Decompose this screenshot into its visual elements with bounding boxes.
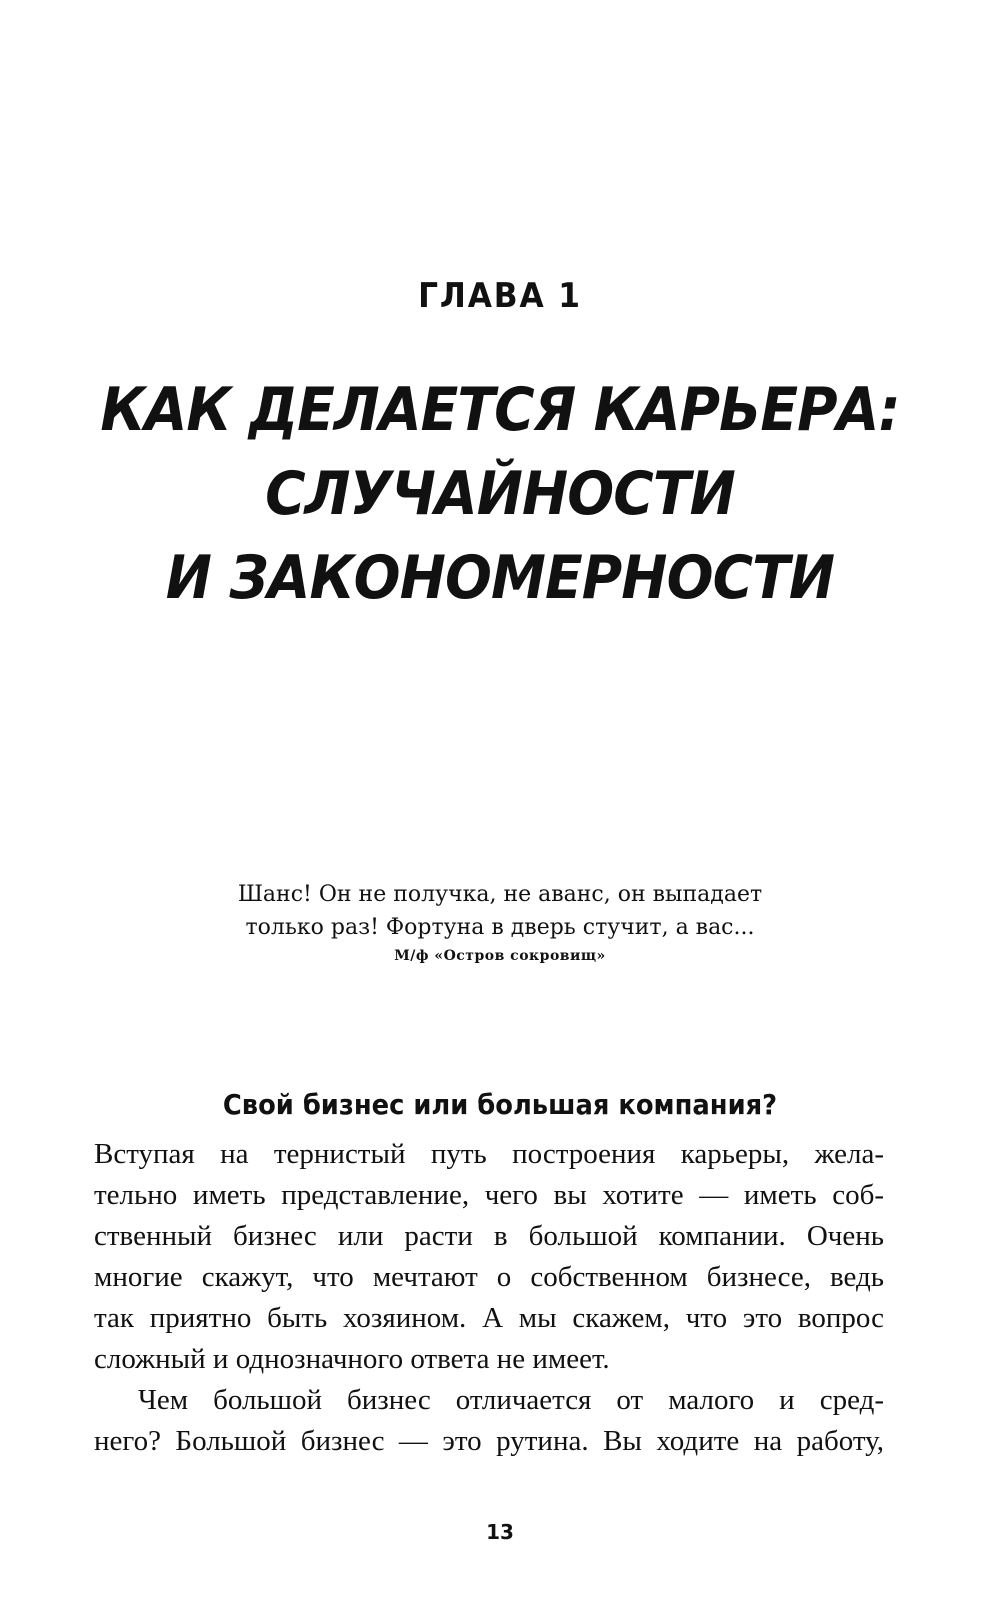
paragraph-line: многие скажут, что мечтают о собственном бизнесе, ведь xyxy=(94,1261,884,1293)
paragraph-line: Чем большой бизнес отличается от малого и сред- xyxy=(138,1384,884,1416)
epigraph xyxy=(0,878,1000,944)
epigraph-line: только раз! Фортуна в дверь стучит, а вас... xyxy=(245,915,755,940)
chapter-title-line: СЛУЧАЙНОСТИ xyxy=(265,459,735,529)
chapter-title xyxy=(40,368,960,620)
paragraph-line: ственный бизнес или расти в большой компании. Очень xyxy=(94,1220,884,1252)
paragraph-line: него? Большой бизнес — это рутина. Вы ходите на работу, xyxy=(94,1425,884,1457)
paragraph-line: Вступая на тернистый путь построения карьеры, жела- xyxy=(94,1138,884,1170)
body-text xyxy=(94,1134,884,1462)
section-heading: Свой бизнес или большая компания? xyxy=(222,1088,778,1121)
chapter-title-line: И ЗАКОНОМЕРНОСТИ xyxy=(165,543,835,613)
chapter-title-line: КАК ДЕЛАЕТСЯ КАРЬЕРА: xyxy=(100,375,900,445)
paragraph-line: сложный и однозначного ответа не имеет. xyxy=(94,1343,610,1375)
paragraph-line: так приятно быть хозяином. А мы скажем, что это вопрос xyxy=(94,1302,884,1334)
page-number: 13 xyxy=(486,1520,514,1544)
epigraph-line: Шанс! Он не получка, не аванс, он выпадает xyxy=(237,882,763,907)
epigraph-source: М/ф «Остров сокровищ» xyxy=(394,948,606,964)
chapter-label: ГЛАВА 1 xyxy=(418,276,582,316)
paragraph-line: тельно иметь представление, чего вы хотите — иметь соб- xyxy=(94,1179,884,1211)
